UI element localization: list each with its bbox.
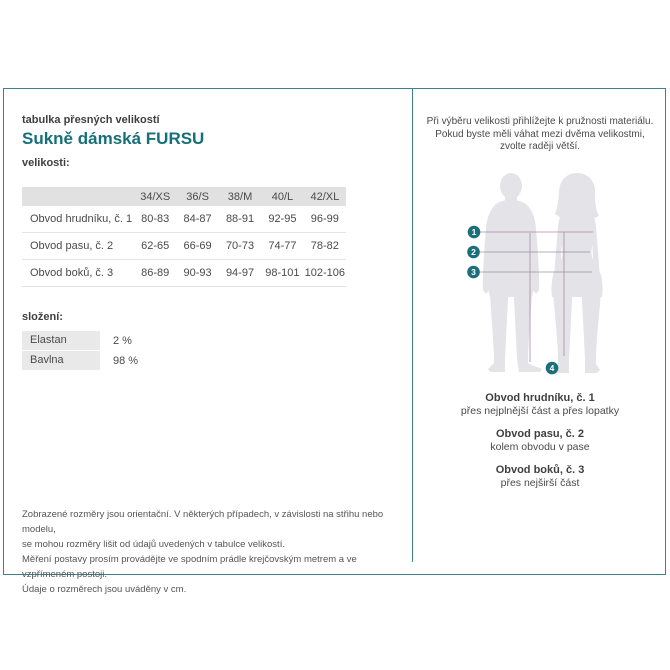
row-label: Obvod hrudníku, č. 1 — [30, 213, 133, 225]
svg-text:4: 4 — [549, 363, 555, 373]
product-title: Sukně dámská FURSU — [22, 129, 205, 148]
size-value: 96-99 — [310, 213, 339, 225]
size-column-header: 38/M — [227, 190, 253, 203]
marker-3 — [467, 266, 480, 279]
size-value: 62-65 — [141, 240, 170, 252]
material-name: Bavlna — [22, 351, 100, 370]
measurement-title: Obvod pasu, č. 2 — [495, 428, 585, 440]
size-value: 94-97 — [225, 267, 255, 279]
size-advice-text — [413, 116, 667, 154]
measurement-figure — [412, 163, 667, 388]
table-row — [22, 233, 346, 260]
composition-row — [22, 351, 242, 370]
svg-text:1: 1 — [471, 227, 477, 237]
svg-text:2: 2 — [471, 247, 476, 257]
row-label: Obvod pasu, č. 2 — [30, 240, 114, 252]
svg-text:3: 3 — [471, 267, 476, 277]
size-value: 90-93 — [183, 267, 212, 279]
advice-line: Pokud byste měli váhat mezi dvěma velikostmi, — [435, 128, 645, 140]
size-column-header: 42/XL — [310, 190, 340, 203]
size-value: 84-87 — [183, 213, 212, 225]
size-value: 98-101 — [265, 267, 300, 279]
measurement-title: Obvod hrudníku, č. 1 — [485, 392, 595, 404]
size-column-header: 34/XS — [140, 190, 171, 203]
measurement-item — [413, 392, 667, 418]
composition-row — [22, 331, 242, 350]
measurement-title: Obvod boků, č. 3 — [495, 464, 585, 476]
size-value: 86-89 — [141, 267, 170, 279]
marker-1 — [468, 226, 481, 239]
disclaimer-line: se mohou rozměry lišit od údajů uvedených v tabulce velikostí. — [22, 539, 285, 550]
composition-table — [22, 331, 242, 371]
marker-4 — [546, 362, 559, 375]
table-caption: tabulka přesných velikostí — [22, 114, 160, 126]
size-column-header: 40/L — [271, 190, 294, 203]
measurement-description: přes nejširší část — [500, 477, 580, 489]
size-table — [22, 187, 346, 287]
disclaimer-line: Měření postavy prosím provádějte ve spodním prádle krejčovským metrem a ve vzpřímeném postoji. — [22, 554, 357, 580]
material-name: Elastan — [22, 331, 100, 350]
size-value: 102-106 — [304, 267, 346, 279]
advice-line: Při výběru velikosti přihlížejte k pružnosti materiálu. — [426, 116, 654, 127]
measurement-description: přes nejplnější část a přes lopatky — [460, 405, 620, 417]
size-value: 70-73 — [225, 240, 255, 252]
size-column-header: 36/S — [186, 190, 209, 203]
size-table-header-row — [22, 187, 346, 206]
male-silhouette-figure — [483, 173, 542, 372]
size-value: 80-83 — [141, 213, 170, 225]
advice-line: zvolte raději větší. — [499, 141, 581, 152]
measurement-item — [413, 464, 667, 490]
table-row — [22, 206, 346, 233]
measurement-description: kolem obvodu v pase — [490, 441, 590, 453]
size-value: 92-95 — [268, 213, 297, 225]
marker-2 — [467, 246, 480, 259]
disclaimer-line: Údaje o rozměrech jsou uváděny v cm. — [22, 584, 187, 595]
size-value: 66-69 — [183, 240, 212, 252]
disclaimer-text — [22, 507, 406, 597]
disclaimer-line: Zobrazené rozměry jsou orientační. V některých případech, v závislosti na střihu nebo modelu, — [22, 509, 384, 535]
measurement-item — [413, 428, 667, 454]
composition-label: složení: — [22, 311, 63, 323]
size-value: 88-91 — [225, 213, 255, 225]
size-value: 74-77 — [268, 240, 297, 252]
table-row — [22, 260, 346, 287]
row-label: Obvod boků, č. 3 — [30, 267, 114, 279]
female-silhouette-figure — [551, 173, 602, 373]
material-percent: 2 % — [113, 334, 132, 347]
size-value: 78-82 — [310, 240, 339, 252]
measurement-legend — [413, 392, 667, 500]
sizes-label: velikosti: — [22, 157, 70, 169]
material-percent: 98 % — [113, 354, 139, 367]
